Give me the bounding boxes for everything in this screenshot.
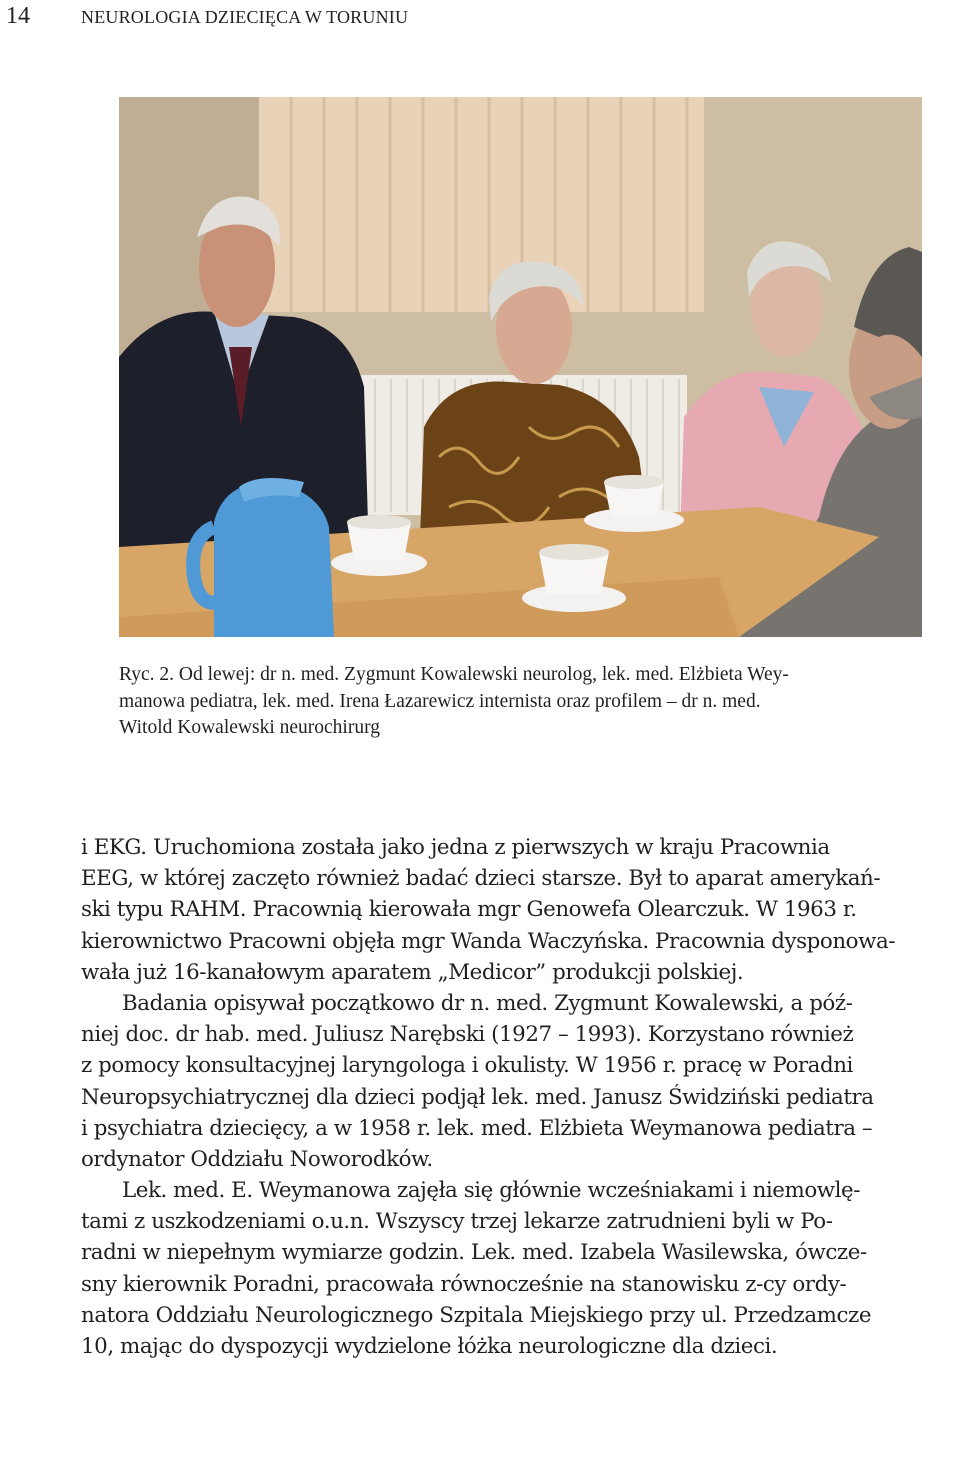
- body-line: EEG, w której zaczęto również badać dzieci starsze. Był to aparat amerykań-: [81, 866, 881, 892]
- body-line: sny kierownik Poradni, pracowała równocześnie na stanowisku z-cy ordy-: [81, 1271, 847, 1297]
- body-line: i psychiatra dziecięcy, a w 1958 r. lek. med. Elżbieta Weymanowa pediatra –: [81, 1115, 873, 1141]
- body-line: i EKG. Uruchomiona została jako jedna z pierwszych w kraju Pracownia: [81, 835, 830, 860]
- caption-line: manowa pediatra, lek. med. Irena Łazarewicz internista oraz profilem – dr n. med.: [119, 690, 761, 712]
- body-line: niej doc. dr hab. med. Juliusz Narębski (1927 – 1993). Korzystano również: [81, 1022, 854, 1048]
- body-line: Neuropsychiatrycznej dla dzieci podjął lek. med. Janusz Świdziński pediatra: [81, 1084, 874, 1110]
- page-header: [0, 0, 960, 40]
- body-line: natora Oddziału Neurologicznego Szpitala Miejskiego przy ul. Przedzamcze: [81, 1302, 872, 1328]
- body-line: radni w niepełnym wymiarze godzin. Lek. med. Izabela Wasilewska, ówcze-: [81, 1240, 867, 1266]
- caption-line: Witold Kowalewski neurochirurg: [119, 717, 380, 738]
- page-number: 14: [6, 3, 30, 29]
- body-line: Badania opisywał początkowo dr n. med. Zygmunt Kowalewski, a póź-: [122, 990, 853, 1016]
- group-photograph: [119, 97, 922, 637]
- body-line: ski typu RAHM. Pracownią kierowała mgr Genowefa Olearczuk. W 1963 r.: [81, 897, 857, 923]
- body-text: [81, 832, 959, 1362]
- body-line: 10, mając do dyspozycji wydzielone łóżka neurologiczne dla dzieci.: [81, 1334, 778, 1359]
- figure-caption: [119, 662, 931, 742]
- body-line: z pomocy konsultacyjnej laryngologa i okulisty. W 1956 r. pracę w Poradni: [81, 1053, 853, 1079]
- body-line: ordynator Oddziału Noworodków.: [81, 1146, 433, 1172]
- caption-line: Ryc. 2. Od lewej: dr n. med. Zygmunt Kowalewski neurolog, lek. med. Elżbieta Wey-: [119, 664, 789, 685]
- body-line: kierownictwo Pracowni objęła mgr Wanda Waczyńska. Pracownia dysponowa-: [81, 928, 896, 954]
- running-head: NEUROLOGIA DZIECIĘCA W TORUNIU: [81, 7, 409, 27]
- body-line: Lek. med. E. Weymanowa zajęła się głównie wcześniakami i niemowlę-: [122, 1178, 861, 1204]
- photograph-illustration: [119, 97, 922, 637]
- body-line: wała już 16-kanałowym aparatem „Medicor” produkcji polskiej.: [81, 959, 744, 985]
- body-line: tami z uszkodzeniami o.u.n. Wszyscy trzej lekarze zatrudnieni byli w Po-: [81, 1209, 833, 1235]
